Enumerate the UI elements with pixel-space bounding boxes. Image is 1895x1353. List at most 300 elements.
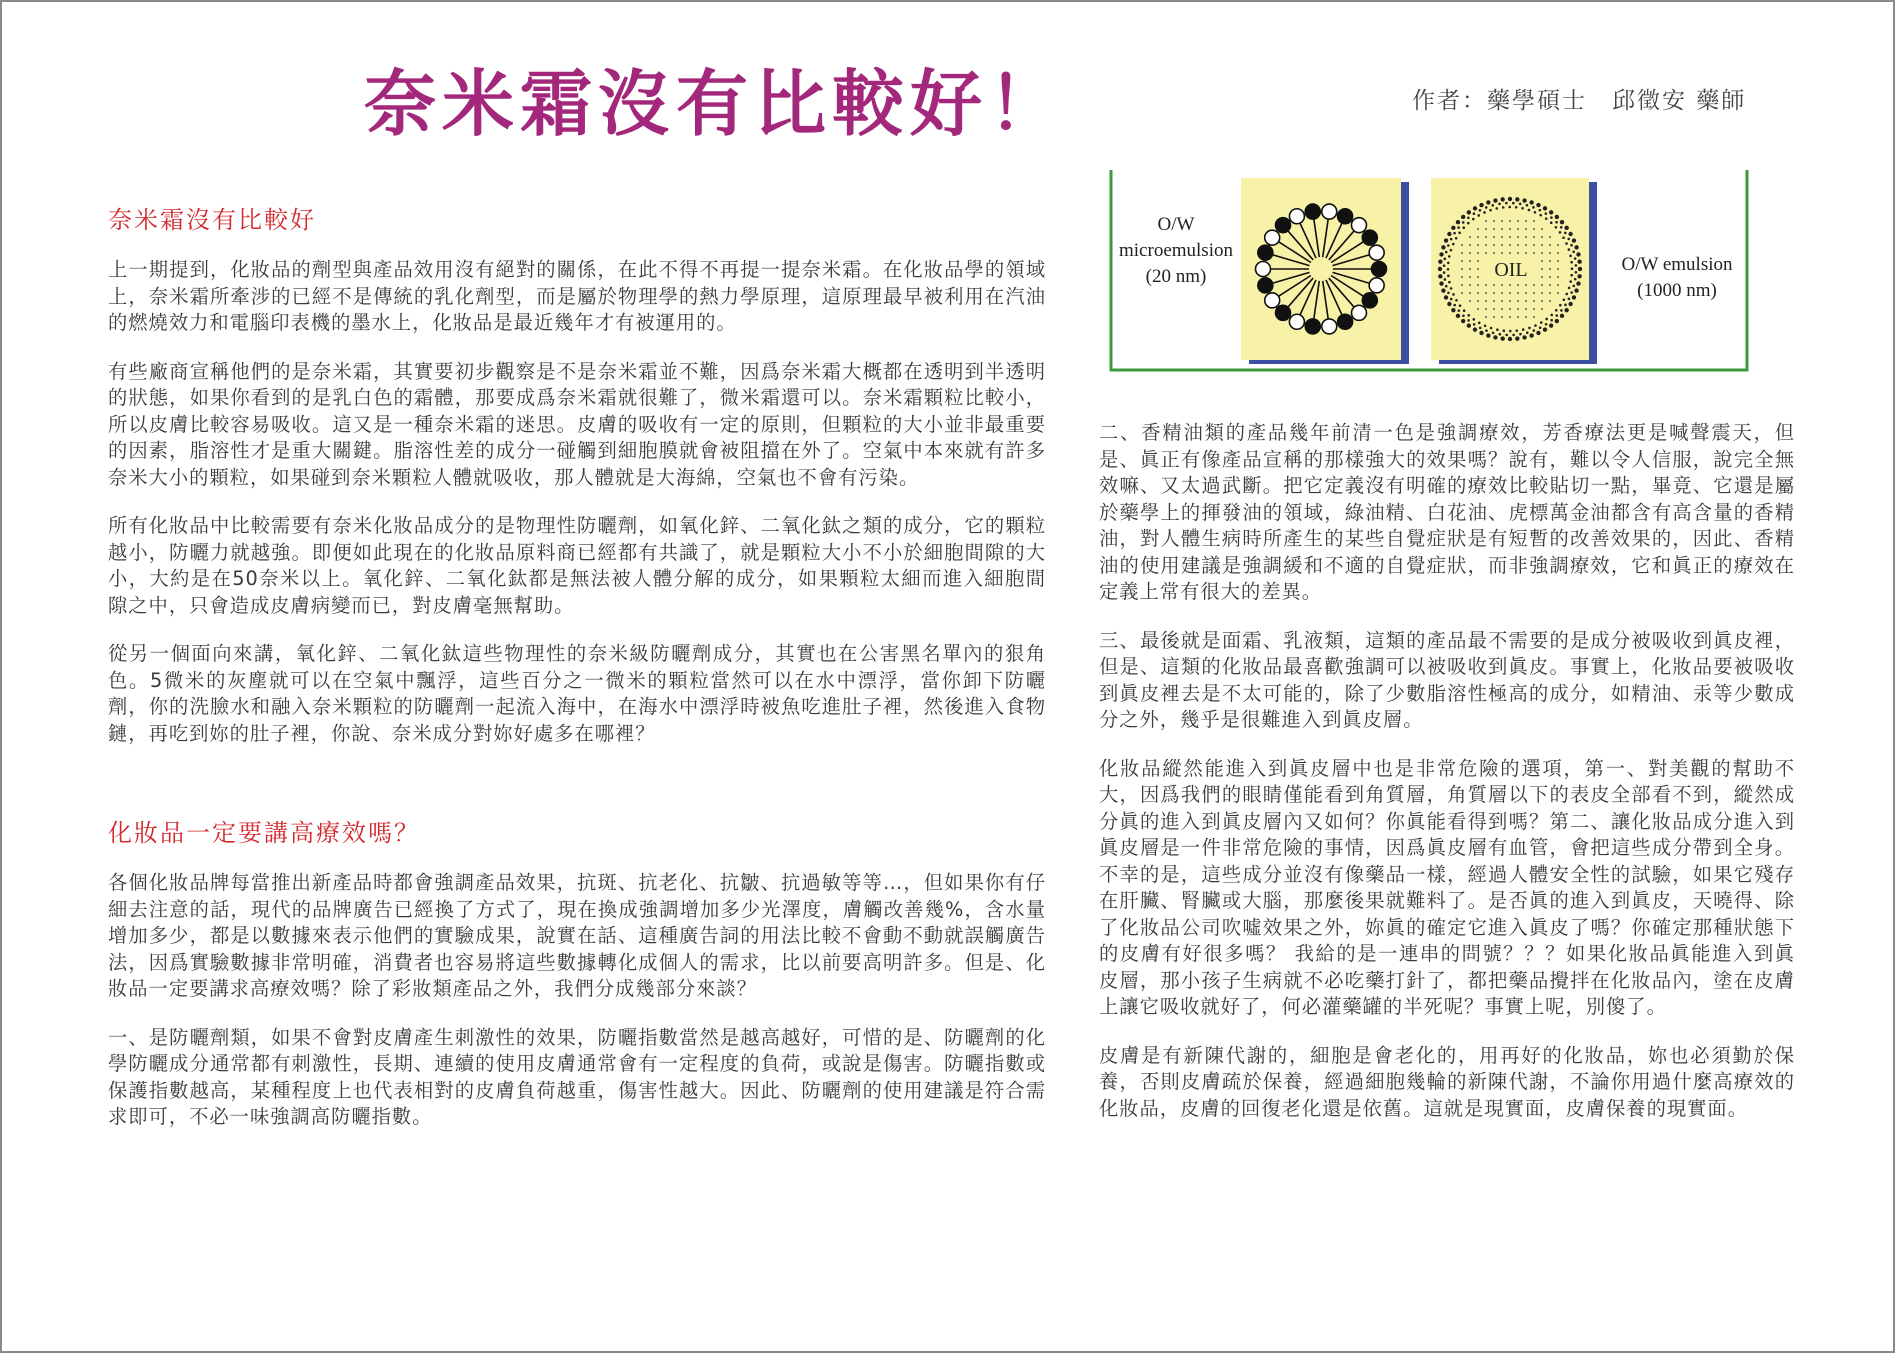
droplet-edge-dot	[1447, 274, 1450, 277]
droplet-edge-dot	[1521, 207, 1524, 210]
droplet-edge-dot	[1505, 334, 1508, 337]
oil-dot	[1477, 268, 1479, 270]
page-title: 奈米霜沒有比較好！	[364, 62, 1067, 146]
droplet-edge-dot	[1491, 204, 1494, 207]
oil-dot	[1549, 268, 1551, 270]
oil-dot	[1517, 244, 1519, 246]
droplet-edge-dot	[1496, 207, 1499, 210]
droplet-edge-dot	[1459, 304, 1462, 307]
droplet-edge-dot	[1467, 210, 1471, 214]
droplet-edge-dot	[1441, 288, 1445, 292]
droplet-edge-dot	[1539, 214, 1542, 217]
oil-dot	[1461, 276, 1463, 278]
droplet-edge-dot	[1490, 327, 1493, 330]
oil-dot	[1461, 268, 1463, 270]
surfactant-head	[1322, 204, 1337, 219]
droplet-edge-dot	[1574, 245, 1578, 249]
droplet-edge-dot	[1479, 209, 1482, 212]
droplet-edge-dot	[1489, 209, 1492, 212]
droplet-edge-dot	[1456, 314, 1460, 318]
droplet-edge-dot	[1519, 202, 1522, 205]
oil-dot	[1477, 244, 1479, 246]
droplet-edge-dot	[1515, 197, 1519, 201]
oil-dot	[1557, 252, 1559, 254]
droplet-edge-dot	[1438, 274, 1442, 278]
oil-dot	[1469, 300, 1471, 302]
droplet-edge-dot	[1532, 206, 1535, 209]
oil-dot	[1493, 292, 1495, 294]
droplet-edge-dot	[1565, 293, 1568, 296]
oil-dot	[1509, 228, 1511, 230]
droplet-edge-dot	[1451, 308, 1455, 312]
oil-dot	[1461, 244, 1463, 246]
oil-dot	[1549, 284, 1551, 286]
droplet-edge-dot	[1473, 206, 1477, 210]
droplet-edge-dot	[1473, 323, 1476, 326]
surfactant-head	[1276, 218, 1291, 233]
oil-dot	[1525, 236, 1527, 238]
oil-dot	[1501, 284, 1503, 286]
oil-dot	[1477, 284, 1479, 286]
droplet-edge-dot	[1467, 314, 1470, 317]
oil-dot	[1541, 252, 1543, 254]
surfactant-head	[1258, 278, 1273, 293]
droplet-edge-dot	[1452, 243, 1455, 246]
droplet-edge-dot	[1505, 202, 1508, 205]
oil-dot	[1485, 252, 1487, 254]
oil-dot	[1477, 292, 1479, 294]
oil-dot	[1533, 292, 1535, 294]
droplet-edge-dot	[1555, 314, 1558, 317]
droplet-edge-dot	[1448, 255, 1451, 258]
droplet-edge-dot	[1478, 322, 1481, 325]
oil-dot	[1525, 252, 1527, 254]
paragraph: 從另一個面向來講，氧化鋅、二氧化鈦這些物理性的奈米級防曬劑成分，其實也在公害黑名單內的狠角色。5微米的灰塵就可以在空氣中飄浮，這些百分之一微米的顆粒當然可以在水中漂浮，當你卸下防曬劑，你的洗臉水和融入奈米顆粒的防曬劑一起流入海中，在海水中漂浮時被魚吃進肚子裡，然後進入食物鏈，再吃到妳的肚子裡，你說、奈米成分對妳好處多在哪裡？	[108, 642, 1046, 745]
droplet-edge-dot	[1536, 203, 1540, 207]
droplet-edge-dot	[1570, 261, 1573, 264]
surfactant-head	[1265, 230, 1280, 245]
droplet-edge-dot	[1498, 203, 1501, 206]
droplet-edge-dot	[1479, 203, 1483, 207]
droplet-edge-dot	[1577, 274, 1581, 278]
droplet-edge-dot	[1572, 238, 1576, 242]
oil-dot	[1501, 220, 1503, 222]
oil-dot	[1541, 292, 1543, 294]
droplet-edge-dot	[1447, 291, 1450, 294]
oil-dot	[1533, 308, 1535, 310]
droplet-edge-dot	[1545, 318, 1548, 321]
droplet-edge-dot	[1512, 334, 1515, 337]
oil-dot	[1533, 300, 1535, 302]
droplet-edge-dot	[1574, 257, 1577, 260]
oil-dot	[1525, 300, 1527, 302]
droplet-edge-dot	[1522, 328, 1525, 331]
surfactant-head	[1362, 293, 1377, 308]
oil-dot	[1485, 292, 1487, 294]
oil-dot	[1501, 308, 1503, 310]
oil-dot	[1557, 244, 1559, 246]
droplet-edge-dot	[1536, 331, 1540, 335]
droplet-edge-dot	[1550, 319, 1553, 322]
droplet-edge-dot	[1560, 309, 1563, 312]
oil-dot	[1501, 228, 1503, 230]
oil-dot	[1549, 292, 1551, 294]
droplet-edge-dot	[1448, 281, 1451, 284]
surfactant-head	[1265, 293, 1280, 308]
droplet-edge-dot	[1532, 329, 1535, 332]
droplet-edge-dot	[1562, 236, 1565, 239]
oil-dot	[1541, 284, 1543, 286]
droplet-edge-dot	[1569, 280, 1572, 283]
oil-dot	[1533, 316, 1535, 318]
oil-dot	[1509, 220, 1511, 222]
oil-dot	[1477, 252, 1479, 254]
droplet-edge-dot	[1492, 331, 1495, 334]
droplet-edge-dot	[1472, 318, 1475, 321]
droplet-edge-dot	[1444, 295, 1448, 299]
oil-dot	[1541, 300, 1543, 302]
droplet-edge-dot	[1453, 232, 1456, 235]
droplet-edge-dot	[1543, 206, 1547, 210]
droplet-edge-dot	[1462, 314, 1465, 317]
oil-dot	[1509, 236, 1511, 238]
droplet-edge-dot	[1441, 245, 1445, 249]
surfactant-head	[1351, 218, 1366, 233]
droplet-edge-dot	[1512, 202, 1515, 205]
droplet-edge-dot	[1549, 323, 1553, 327]
droplet-edge-dot	[1575, 264, 1578, 267]
droplet-edge-dot	[1483, 211, 1486, 214]
droplet-edge-dot	[1568, 302, 1572, 306]
droplet-edge-dot	[1493, 198, 1497, 202]
droplet-edge-dot	[1550, 314, 1553, 317]
droplet-edge-dot	[1477, 214, 1480, 217]
droplet-edge-dot	[1539, 209, 1542, 212]
droplet-edge-dot	[1568, 248, 1571, 251]
oil-dot	[1485, 228, 1487, 230]
oil-dot	[1549, 252, 1551, 254]
droplet-edge-dot	[1484, 324, 1487, 327]
oil-dot	[1469, 268, 1471, 270]
oil-dot	[1549, 244, 1551, 246]
oil-dot	[1469, 236, 1471, 238]
droplet-edge-dot	[1500, 336, 1504, 340]
droplet-edge-dot	[1540, 321, 1543, 324]
droplet-edge-dot	[1576, 281, 1580, 285]
droplet-edge-dot	[1447, 302, 1451, 306]
section-heading-nano: 奈米霜沒有比較好	[108, 206, 316, 234]
droplet-edge-dot	[1444, 238, 1448, 242]
droplet-edge-dot	[1450, 238, 1453, 241]
author-byline: 作者：藥學碩士 邱徵安 藥師	[1412, 88, 1747, 114]
oil-dot	[1533, 236, 1535, 238]
droplet-edge-dot	[1570, 274, 1573, 277]
droplet-edge-dot	[1575, 271, 1578, 274]
droplet-edge-dot	[1578, 267, 1582, 271]
oil-dot	[1477, 308, 1479, 310]
droplet-edge-dot	[1486, 333, 1490, 337]
droplet-edge-dot	[1526, 204, 1529, 207]
surfactant-head	[1305, 319, 1320, 334]
oil-dot	[1485, 300, 1487, 302]
oil-dot	[1541, 308, 1543, 310]
droplet-edge-dot	[1528, 209, 1531, 212]
oil-dot	[1525, 228, 1527, 230]
droplet-edge-dot	[1568, 298, 1571, 301]
droplet-edge-dot	[1543, 327, 1547, 331]
surfactant-head	[1369, 245, 1384, 260]
droplet-edge-dot	[1457, 226, 1460, 229]
droplet-edge-dot	[1450, 249, 1453, 252]
oil-dot	[1501, 244, 1503, 246]
droplet-edge-dot	[1559, 231, 1562, 234]
oil-dot	[1501, 292, 1503, 294]
droplet-edge-dot	[1508, 197, 1512, 201]
droplet-edge-dot	[1467, 222, 1470, 225]
surfactant-head	[1256, 262, 1271, 277]
section-heading-efficacy: 化妝品一定要講高療效嗎？	[108, 819, 420, 847]
oil-dot	[1509, 300, 1511, 302]
paragraph: 上一期提到，化妝品的劑型與產品效用沒有絕對的關係，在此不得不再提一提奈米霜。在化妝品學的領域上，奈米霜所牽涉的已經不是傳統的乳化劑型，而是屬於物理學的熱力學原理，這原理最早被利用在汽油的燃燒效力和電腦印表機的墨水上，化妝品是最近幾年才有被運用的。	[108, 258, 1046, 334]
oil-dot	[1549, 236, 1551, 238]
droplet-edge-dot	[1439, 252, 1443, 256]
oil-dot	[1557, 292, 1559, 294]
oil-dot	[1501, 316, 1503, 318]
surfactant-head	[1289, 209, 1304, 224]
emulsion-label-2: (1000 nm)	[1637, 280, 1717, 301]
oil-dot	[1557, 276, 1559, 278]
droplet-edge-dot	[1472, 218, 1475, 221]
droplet-edge-dot	[1522, 335, 1526, 339]
droplet-edge-dot	[1529, 333, 1533, 337]
droplet-edge-dot	[1571, 267, 1574, 270]
emulsion-label-1: O/W emulsion	[1621, 254, 1733, 275]
micro-label-3: (20 nm)	[1145, 266, 1207, 287]
oil-dot	[1469, 252, 1471, 254]
emulsion-figure	[1109, 170, 1749, 374]
droplet-edge-dot	[1570, 244, 1573, 247]
droplet-edge-dot	[1555, 215, 1559, 219]
droplet-edge-dot	[1563, 298, 1566, 301]
droplet-edge-dot	[1509, 330, 1512, 333]
paragraph: 化妝品縱然能進入到眞皮層中也是非常危險的選項，第一、對美觀的幫助不大，因爲我們的眼睛僅能看到角質層，角質層以下的表皮全部看不到，縱然成分眞的進入到眞皮層內又如何？你眞能看得到嗎？第二、讓化妝品成分進入到眞皮層是一件非常危險的事情，因爲眞皮層有血管，會把這些成分帶到全身。不幸的是，這些成分並沒有像藥品一樣，經過人體安全性的試驗，如果它殘存在肝臟、腎臟或大腦，那麼後果就難料了。是否眞的進入到眞皮，天曉得、除了化妝品公司吹噓效果之外，妳眞的確定它進入眞皮了嗎？你確定那種狀態下的皮膚有好很多嗎？ 我給的是一連串的問號？？？如果化妝品眞能進入到眞皮層，那小孩子生病就不必吃藥打針了，都把藥品攪拌在化妝品內，塗在皮膚上讓它吸收就好了，何必灌藥罐的半死呢？事實上呢，別傻了。	[1099, 756, 1795, 1018]
oil-dot	[1517, 292, 1519, 294]
oil-dot	[1517, 300, 1519, 302]
oil-dot	[1493, 244, 1495, 246]
oil-dot	[1493, 300, 1495, 302]
oil-dot	[1469, 244, 1471, 246]
droplet-edge-dot	[1560, 226, 1563, 229]
droplet-edge-dot	[1550, 221, 1553, 224]
surfactant-head	[1362, 230, 1377, 245]
droplet-edge-dot	[1467, 323, 1471, 327]
oil-dot	[1517, 252, 1519, 254]
oil-dot	[1525, 292, 1527, 294]
droplet-edge-dot	[1451, 226, 1455, 230]
surfactant-head	[1369, 278, 1384, 293]
surfactant-head	[1322, 319, 1337, 334]
droplet-edge-dot	[1447, 268, 1450, 271]
emulsion-diagram	[1109, 170, 1749, 374]
oil-dot	[1533, 220, 1535, 222]
oil-dot	[1557, 268, 1559, 270]
droplet-edge-dot	[1450, 287, 1453, 290]
droplet-edge-dot	[1519, 333, 1522, 336]
droplet-edge-dot	[1564, 308, 1568, 312]
oil-dot	[1493, 284, 1495, 286]
droplet-edge-dot	[1526, 331, 1529, 334]
oil-dot	[1517, 236, 1519, 238]
oil-dot	[1469, 260, 1471, 262]
droplet-edge-dot	[1515, 329, 1518, 332]
oil-dot	[1461, 292, 1463, 294]
oil-dot	[1477, 300, 1479, 302]
oil-dot	[1461, 252, 1463, 254]
droplet-edge-dot	[1486, 200, 1490, 204]
oil-dot	[1517, 316, 1519, 318]
oil-dot	[1501, 236, 1503, 238]
oil-dot	[1517, 308, 1519, 310]
oil-dot	[1477, 260, 1479, 262]
droplet-edge-dot	[1545, 323, 1548, 326]
oil-dot	[1525, 284, 1527, 286]
droplet-edge-dot	[1453, 304, 1456, 307]
oil-dot	[1493, 228, 1495, 230]
droplet-edge-dot	[1462, 221, 1465, 224]
oil-dot	[1533, 244, 1535, 246]
oil-dot	[1477, 236, 1479, 238]
droplet-edge-dot	[1569, 255, 1572, 258]
droplet-edge-dot	[1503, 329, 1506, 332]
droplet-edge-dot	[1555, 309, 1558, 312]
droplet-edge-dot	[1499, 333, 1502, 336]
oil-dot	[1557, 284, 1559, 286]
micro-label-2: microemulsion	[1119, 240, 1233, 261]
droplet-edge-dot	[1450, 298, 1453, 301]
droplet-edge-dot	[1452, 293, 1455, 296]
oil-dot	[1549, 260, 1551, 262]
oil-dot	[1509, 244, 1511, 246]
droplet-edge-dot	[1438, 267, 1442, 271]
oil-dot	[1509, 292, 1511, 294]
left-column	[108, 200, 1046, 1153]
droplet-edge-dot	[1473, 327, 1477, 331]
droplet-edge-dot	[1447, 232, 1451, 236]
oil-dot	[1501, 300, 1503, 302]
droplet-edge-dot	[1515, 336, 1519, 340]
droplet-edge-dot	[1473, 212, 1476, 215]
droplet-edge-dot	[1447, 244, 1450, 247]
surfactant-head	[1305, 204, 1320, 219]
droplet-edge-dot	[1445, 285, 1448, 288]
oil-dot	[1501, 252, 1503, 254]
droplet-edge-dot	[1555, 226, 1558, 229]
droplet-edge-dot	[1576, 252, 1580, 256]
droplet-edge-dot	[1496, 328, 1499, 331]
droplet-edge-dot	[1467, 217, 1470, 220]
oil-dot	[1469, 292, 1471, 294]
oil-dot	[1461, 260, 1463, 262]
droplet-edge-dot	[1508, 337, 1512, 341]
droplet-edge-dot	[1447, 262, 1450, 265]
paragraph: 所有化妝品中比較需要有奈米化妝品成分的是物理性防曬劑，如氧化鋅、二氧化鈦之類的成分，它的顆粒越小，防曬力就越強。即便如此現在的化妝品原料商已經都有共識了，就是顆粒大小不小於細胞間隙的大小，大約是在50奈米以上。氧化鋅、二氧化鈦都是無法被人體分解的成分，如果顆粒太細而進入細胞間隙之中，只會造成皮膚病變而已，對皮膚毫無幫助。	[108, 514, 1046, 617]
oil-dot	[1525, 244, 1527, 246]
droplet-edge-dot	[1564, 304, 1567, 307]
oil-dot	[1485, 284, 1487, 286]
surfactant-head	[1338, 314, 1353, 329]
droplet-edge-dot	[1439, 281, 1443, 285]
droplet-edge-dot	[1570, 291, 1573, 294]
oil-dot	[1541, 276, 1543, 278]
droplet-edge-dot	[1463, 309, 1466, 312]
droplet-edge-dot	[1534, 211, 1537, 214]
droplet-edge-dot	[1445, 251, 1448, 254]
oil-dot	[1525, 220, 1527, 222]
droplet-edge-dot	[1549, 210, 1553, 214]
droplet-edge-dot	[1502, 206, 1505, 209]
droplet-edge-dot	[1529, 200, 1533, 204]
droplet-edge-dot	[1522, 198, 1526, 202]
droplet-edge-dot	[1574, 278, 1577, 281]
micro-label-1: O/W	[1157, 214, 1195, 235]
oil-dot	[1493, 316, 1495, 318]
droplet-edge-dot	[1500, 197, 1504, 201]
droplet-edge-dot	[1574, 288, 1578, 292]
oil-dot	[1541, 260, 1543, 262]
oil-dot	[1541, 236, 1543, 238]
oil-dot	[1485, 236, 1487, 238]
droplet-edge-dot	[1565, 242, 1568, 245]
droplet-edge-dot	[1479, 331, 1483, 335]
droplet-edge-dot	[1508, 206, 1511, 209]
oil-dot	[1485, 316, 1487, 318]
oil-dot	[1509, 316, 1511, 318]
paragraph: 皮膚是有新陳代謝的，細胞是會老化的，用再好的化妝品，妳也必須勤於保養，否則皮膚疏於保養，經過細胞幾輪的新陳代謝，不論你用過什麼高療效的化妝品，皮膚的回復老化還是依舊。這就是現實面，皮膚保養的現實面。	[1099, 1043, 1795, 1120]
droplet-edge-dot	[1455, 299, 1458, 302]
droplet-edge-dot	[1568, 287, 1571, 290]
droplet-edge-dot	[1458, 309, 1461, 312]
oil-dot	[1493, 236, 1495, 238]
oil-dot	[1469, 284, 1471, 286]
surfactant-head	[1372, 262, 1387, 277]
oil-dot	[1469, 276, 1471, 278]
droplet-edge-dot	[1515, 206, 1518, 209]
droplet-edge-dot	[1443, 271, 1446, 274]
oil-dot	[1525, 316, 1527, 318]
surfactant-head	[1276, 305, 1291, 320]
droplet-edge-dot	[1564, 232, 1567, 235]
oil-dot	[1461, 284, 1463, 286]
oil-dot	[1517, 228, 1519, 230]
oil-dot	[1541, 244, 1543, 246]
droplet-edge-dot	[1479, 327, 1482, 330]
droplet-edge-dot	[1572, 250, 1575, 253]
droplet-edge-dot	[1539, 326, 1542, 329]
oil-dot	[1493, 308, 1495, 310]
droplet-edge-dot	[1567, 238, 1570, 241]
oil-dot	[1533, 228, 1535, 230]
oil-label: OIL	[1494, 259, 1528, 281]
oil-dot	[1533, 284, 1535, 286]
paragraph: 有些廠商宣稱他們的是奈米霜，其實要初步觀察是不是奈米霜並不難，因爲奈米霜大概都在透明到半透明的狀態，如果你看到的是乳白色的霜體，那要成爲奈米霜就很難了，微米霜還可以。奈米霜顆粒比較小，所以皮膚比較容易吸收。這又是一種奈米霜的迷思。皮膚的吸收有一定的原則，但顆粒的大小並非最重要的因素，脂溶性才是重大關鍵。脂溶性差的成分一碰觸到細胞膜就會被阻擋在外了。空氣中本來就有許多奈米大小的顆粒，如果碰到奈米顆粒人體就吸收，那人體就是大海綿，空氣也不會有污染。	[108, 359, 1046, 489]
droplet-edge-dot	[1461, 215, 1465, 219]
surfactant-head	[1338, 209, 1353, 224]
droplet-edge-dot	[1559, 304, 1562, 307]
oil-dot	[1477, 276, 1479, 278]
droplet-edge-dot	[1443, 264, 1446, 267]
paragraph: 二、香精油類的產品幾年前清一色是強調療效，芳香療法更是喊聲震天，但是、眞正有像產品宣稱的那樣強大的效果嗎？說有，難以令人信服，說完全無效嘛、又太過武斷。把它定義沒有明確的療效比較貼切一點，畢竟、它還是屬於藥學上的揮發油的領域，綠油精、白花油、虎標萬金油都含有高含量的香精油，對人體生病時所產生的某些自覺症狀是有短暫的改善效果的，因此、香精油的使用建議是強調緩和不適的自覺症狀，而非強調療效，它和眞正的療效在定義上常有很大的差異。	[1099, 421, 1795, 603]
droplet-edge-dot	[1568, 232, 1572, 236]
